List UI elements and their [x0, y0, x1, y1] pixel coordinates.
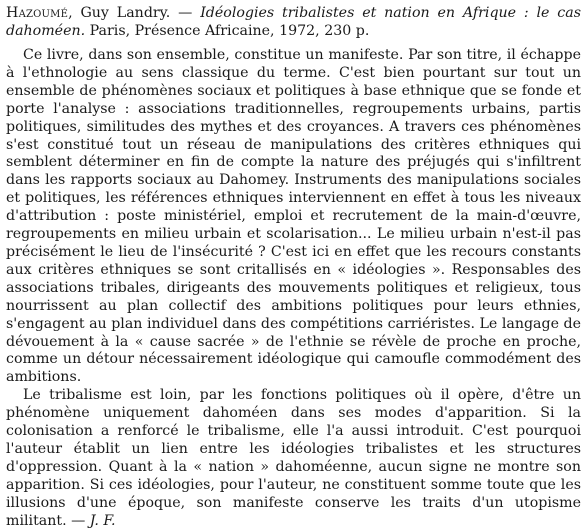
book-title: Idéologies tribalistes et nation en Afrique : le cas dahoméen.	[6, 5, 581, 39]
review-paragraph-2	[6, 387, 581, 530]
publication-info: Paris, Présence Africaine, 1972, 230 p.	[85, 23, 370, 39]
author-first-name: , Guy Landry. —	[68, 5, 201, 21]
review-paragraph-2-text: Le tribalisme est loin, par les fonctions politiques où il opère, d'être un phénomène uniquement dahoméen dans ses modes d'apparition. Si la colonisation a renforcé le tribalisme, elle l'a aussi introduit. C'est pourquoi l'auteur établit un lien entre les idéologies tribalistes et les structures d'oppression. Quant à la « nation » dahoméenne, aucun signe ne montre son apparition. Si ces idéologies, pour l'auteur, ne constituent somme toute que les illusions d'une époque, son manifeste conserve les traits d'un utopisme militant. —	[6, 387, 581, 529]
review-paragraph-1: Ce livre, dans son ensemble, constitue un manifeste. Par son titre, il échappe à l'ethnologie au sens classique du terme. C'est bien pourtant sur tout un ensemble de phénomènes sociaux et politiques à base ethnique que se fonde et porte l'analyse : associations traditionnelles, regroupements urbains, partis politiques, similitudes des mythes et des croyances. A travers ces phénomènes s'est constitué tout un réseau de manipulations des critères ethniques qui semblent déterminer en fin de compte la nature des préjugés qui s'infiltrent dans les rapports sociaux au Dahomey. Instruments des manipulations sociales et politiques, les références ethniques interviennent en effet à tous les niveaux d'attribution : poste ministériel, emploi et recrutement de la main-d'œuvre, regroupements en milieu urbain et scolarisation... Le milieu urbain n'est-il pas précisément le lieu de l'insécurité ? C'est ici en effet que les recours constants aux critères ethniques se sont critallisés en « idéologies ». Responsables des associations tribales, dirigeants des mouvements politiques et religieux, tous nourrissent au plan collectif des ambitions politiques pour leurs ethnies, s'engagent au plan individuel dans des compétitions carriéristes. Le langage de dévouement à la « cause sacrée » de l'ethnie se révèle de proche en proche, comme un détour nécessairement idéologique qui camoufle commodément des ambitions.	[6, 47, 581, 386]
author-last-name: Hazoumé	[6, 5, 69, 21]
bibliographic-header	[6, 4, 581, 40]
reviewer-signature: J. F.	[89, 512, 116, 529]
